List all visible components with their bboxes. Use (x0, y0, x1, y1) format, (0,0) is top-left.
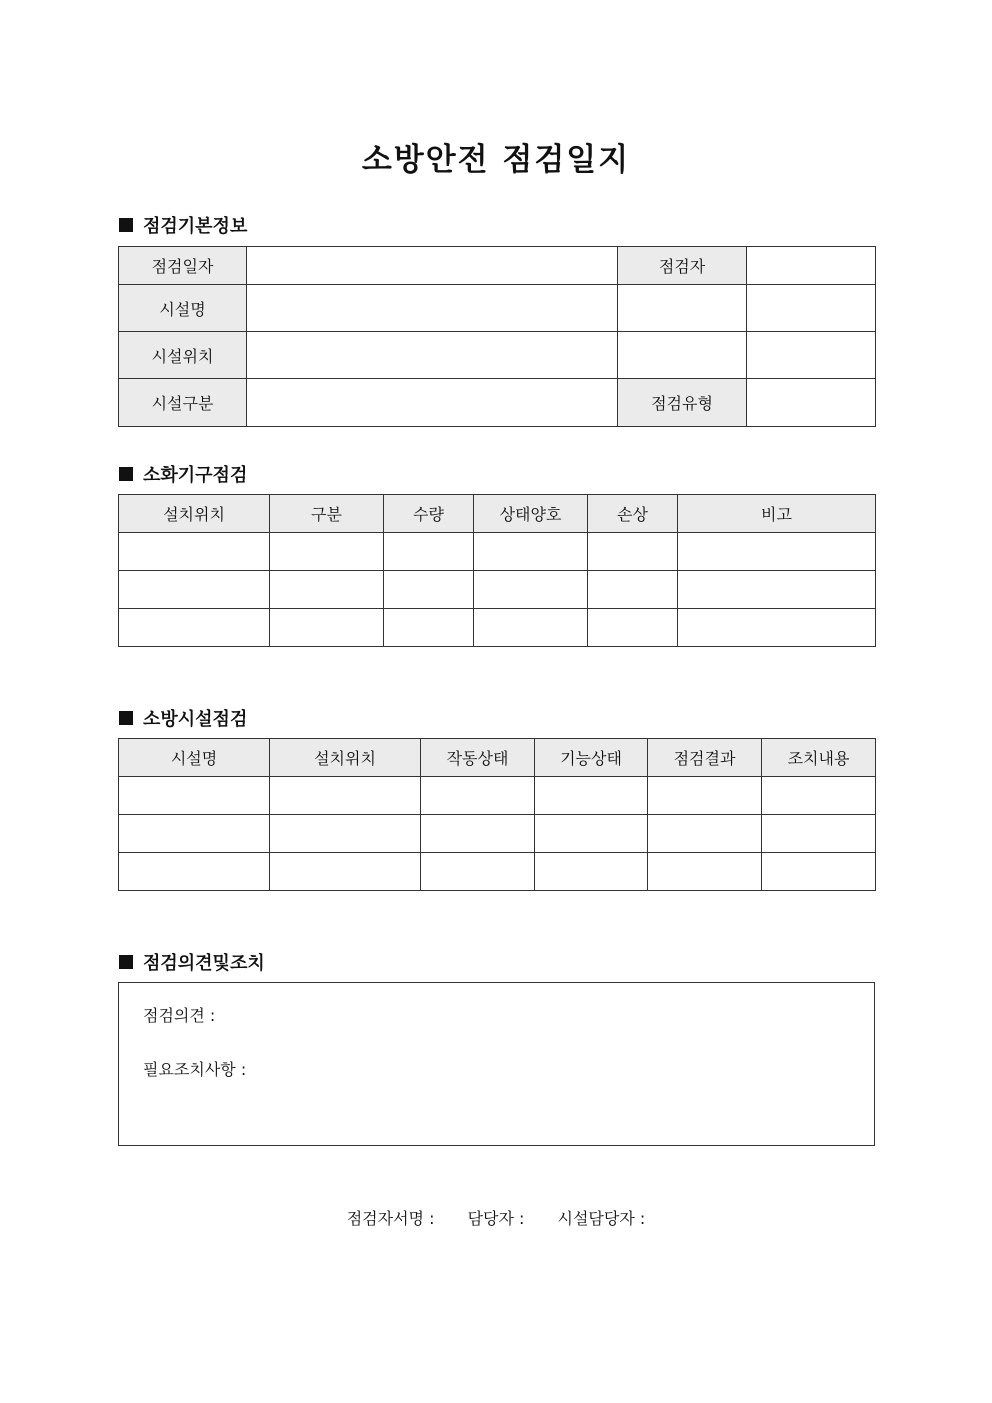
table-cell[interactable] (384, 571, 474, 609)
fire-facility-table (118, 738, 876, 891)
extinguisher-table (118, 494, 876, 647)
square-bullet-icon (119, 218, 133, 232)
table-cell[interactable] (119, 609, 270, 647)
square-bullet-icon (119, 467, 133, 481)
empty-cell[interactable] (747, 285, 876, 332)
empty-cell[interactable] (747, 332, 876, 379)
column-header: 작동상태 (421, 739, 535, 777)
column-header: 기능상태 (535, 739, 648, 777)
column-header: 설치위치 (270, 739, 421, 777)
empty-cell[interactable] (618, 332, 747, 379)
table-cell[interactable] (648, 853, 762, 891)
column-header: 시설명 (119, 739, 270, 777)
table-cell[interactable] (119, 571, 270, 609)
table-cell[interactable] (588, 609, 678, 647)
table-cell[interactable] (535, 853, 648, 891)
facility-name-field[interactable] (247, 285, 618, 332)
square-bullet-icon (119, 711, 133, 725)
table-row (119, 853, 876, 891)
table-cell[interactable] (762, 777, 876, 815)
section-title: 소화기구점검 (143, 465, 248, 486)
label-inspector: 점검자 (618, 247, 747, 285)
column-header: 구분 (270, 495, 384, 533)
opinion-box[interactable] (118, 982, 875, 1146)
column-header: 점검결과 (648, 739, 762, 777)
table-row (119, 777, 876, 815)
table-cell[interactable] (762, 853, 876, 891)
table-cell[interactable] (535, 815, 648, 853)
table-cell[interactable] (270, 571, 384, 609)
table-cell[interactable] (119, 815, 270, 853)
column-header: 설치위치 (119, 495, 270, 533)
table-cell[interactable] (762, 815, 876, 853)
table-cell[interactable] (270, 853, 421, 891)
square-bullet-icon (119, 955, 133, 969)
table-cell[interactable] (588, 533, 678, 571)
table-cell[interactable] (119, 777, 270, 815)
table-cell[interactable] (270, 609, 384, 647)
table-row (119, 815, 876, 853)
section-title: 소방시설점검 (143, 709, 248, 730)
table-cell[interactable] (474, 571, 588, 609)
signature-line (0, 1206, 992, 1229)
section-heading-fire-facility (119, 705, 247, 731)
table-cell[interactable] (474, 609, 588, 647)
table-cell[interactable] (678, 571, 876, 609)
table-cell[interactable] (384, 533, 474, 571)
inspection-type-field[interactable] (747, 379, 876, 427)
column-header: 상태양호 (474, 495, 588, 533)
column-header: 조치내용 (762, 739, 876, 777)
facility-manager-label: 시설담당자 : (557, 1209, 646, 1228)
table-row (119, 609, 876, 647)
table-cell[interactable] (421, 777, 535, 815)
label-inspection-type: 점검유형 (618, 379, 747, 427)
table-cell[interactable] (270, 815, 421, 853)
table-cell[interactable] (270, 777, 421, 815)
column-header: 비고 (678, 495, 876, 533)
table-cell[interactable] (535, 777, 648, 815)
section-heading-basic-info (119, 212, 247, 238)
table-cell[interactable] (648, 777, 762, 815)
label-facility-type: 시설구분 (119, 379, 247, 427)
table-cell[interactable] (421, 815, 535, 853)
label-inspection-date: 점검일자 (119, 247, 247, 285)
table-row (119, 571, 876, 609)
page-title: 소방안전 점검일지 (361, 142, 631, 178)
inspection-date-field[interactable] (247, 247, 618, 285)
table-cell[interactable] (270, 533, 384, 571)
required-action-label: 필요조치사항 : (143, 1060, 247, 1079)
empty-cell[interactable] (618, 285, 747, 332)
table-cell[interactable] (678, 533, 876, 571)
table-cell[interactable] (474, 533, 588, 571)
table-cell[interactable] (119, 853, 270, 891)
column-header: 수량 (384, 495, 474, 533)
table-cell[interactable] (678, 609, 876, 647)
label-facility-location: 시설위치 (119, 332, 247, 379)
facility-type-field[interactable] (247, 379, 618, 427)
section-title: 점검의견및조치 (143, 953, 265, 974)
inspector-signature-label: 점검자서명 : (346, 1209, 435, 1228)
table-cell[interactable] (119, 533, 270, 571)
table-cell[interactable] (421, 853, 535, 891)
section-heading-extinguisher (119, 461, 247, 487)
section-heading-opinion (119, 949, 265, 975)
facility-location-field[interactable] (247, 332, 618, 379)
section-title: 점검기본정보 (143, 216, 248, 237)
table-cell[interactable] (384, 609, 474, 647)
opinion-label: 점검의견 : (143, 1006, 216, 1025)
inspector-field[interactable] (747, 247, 876, 285)
basic-info-table (118, 246, 876, 427)
table-row (119, 533, 876, 571)
column-header: 손상 (588, 495, 678, 533)
table-cell[interactable] (648, 815, 762, 853)
table-cell[interactable] (588, 571, 678, 609)
manager-label: 담당자 : (467, 1209, 525, 1228)
label-facility-name: 시설명 (119, 285, 247, 332)
